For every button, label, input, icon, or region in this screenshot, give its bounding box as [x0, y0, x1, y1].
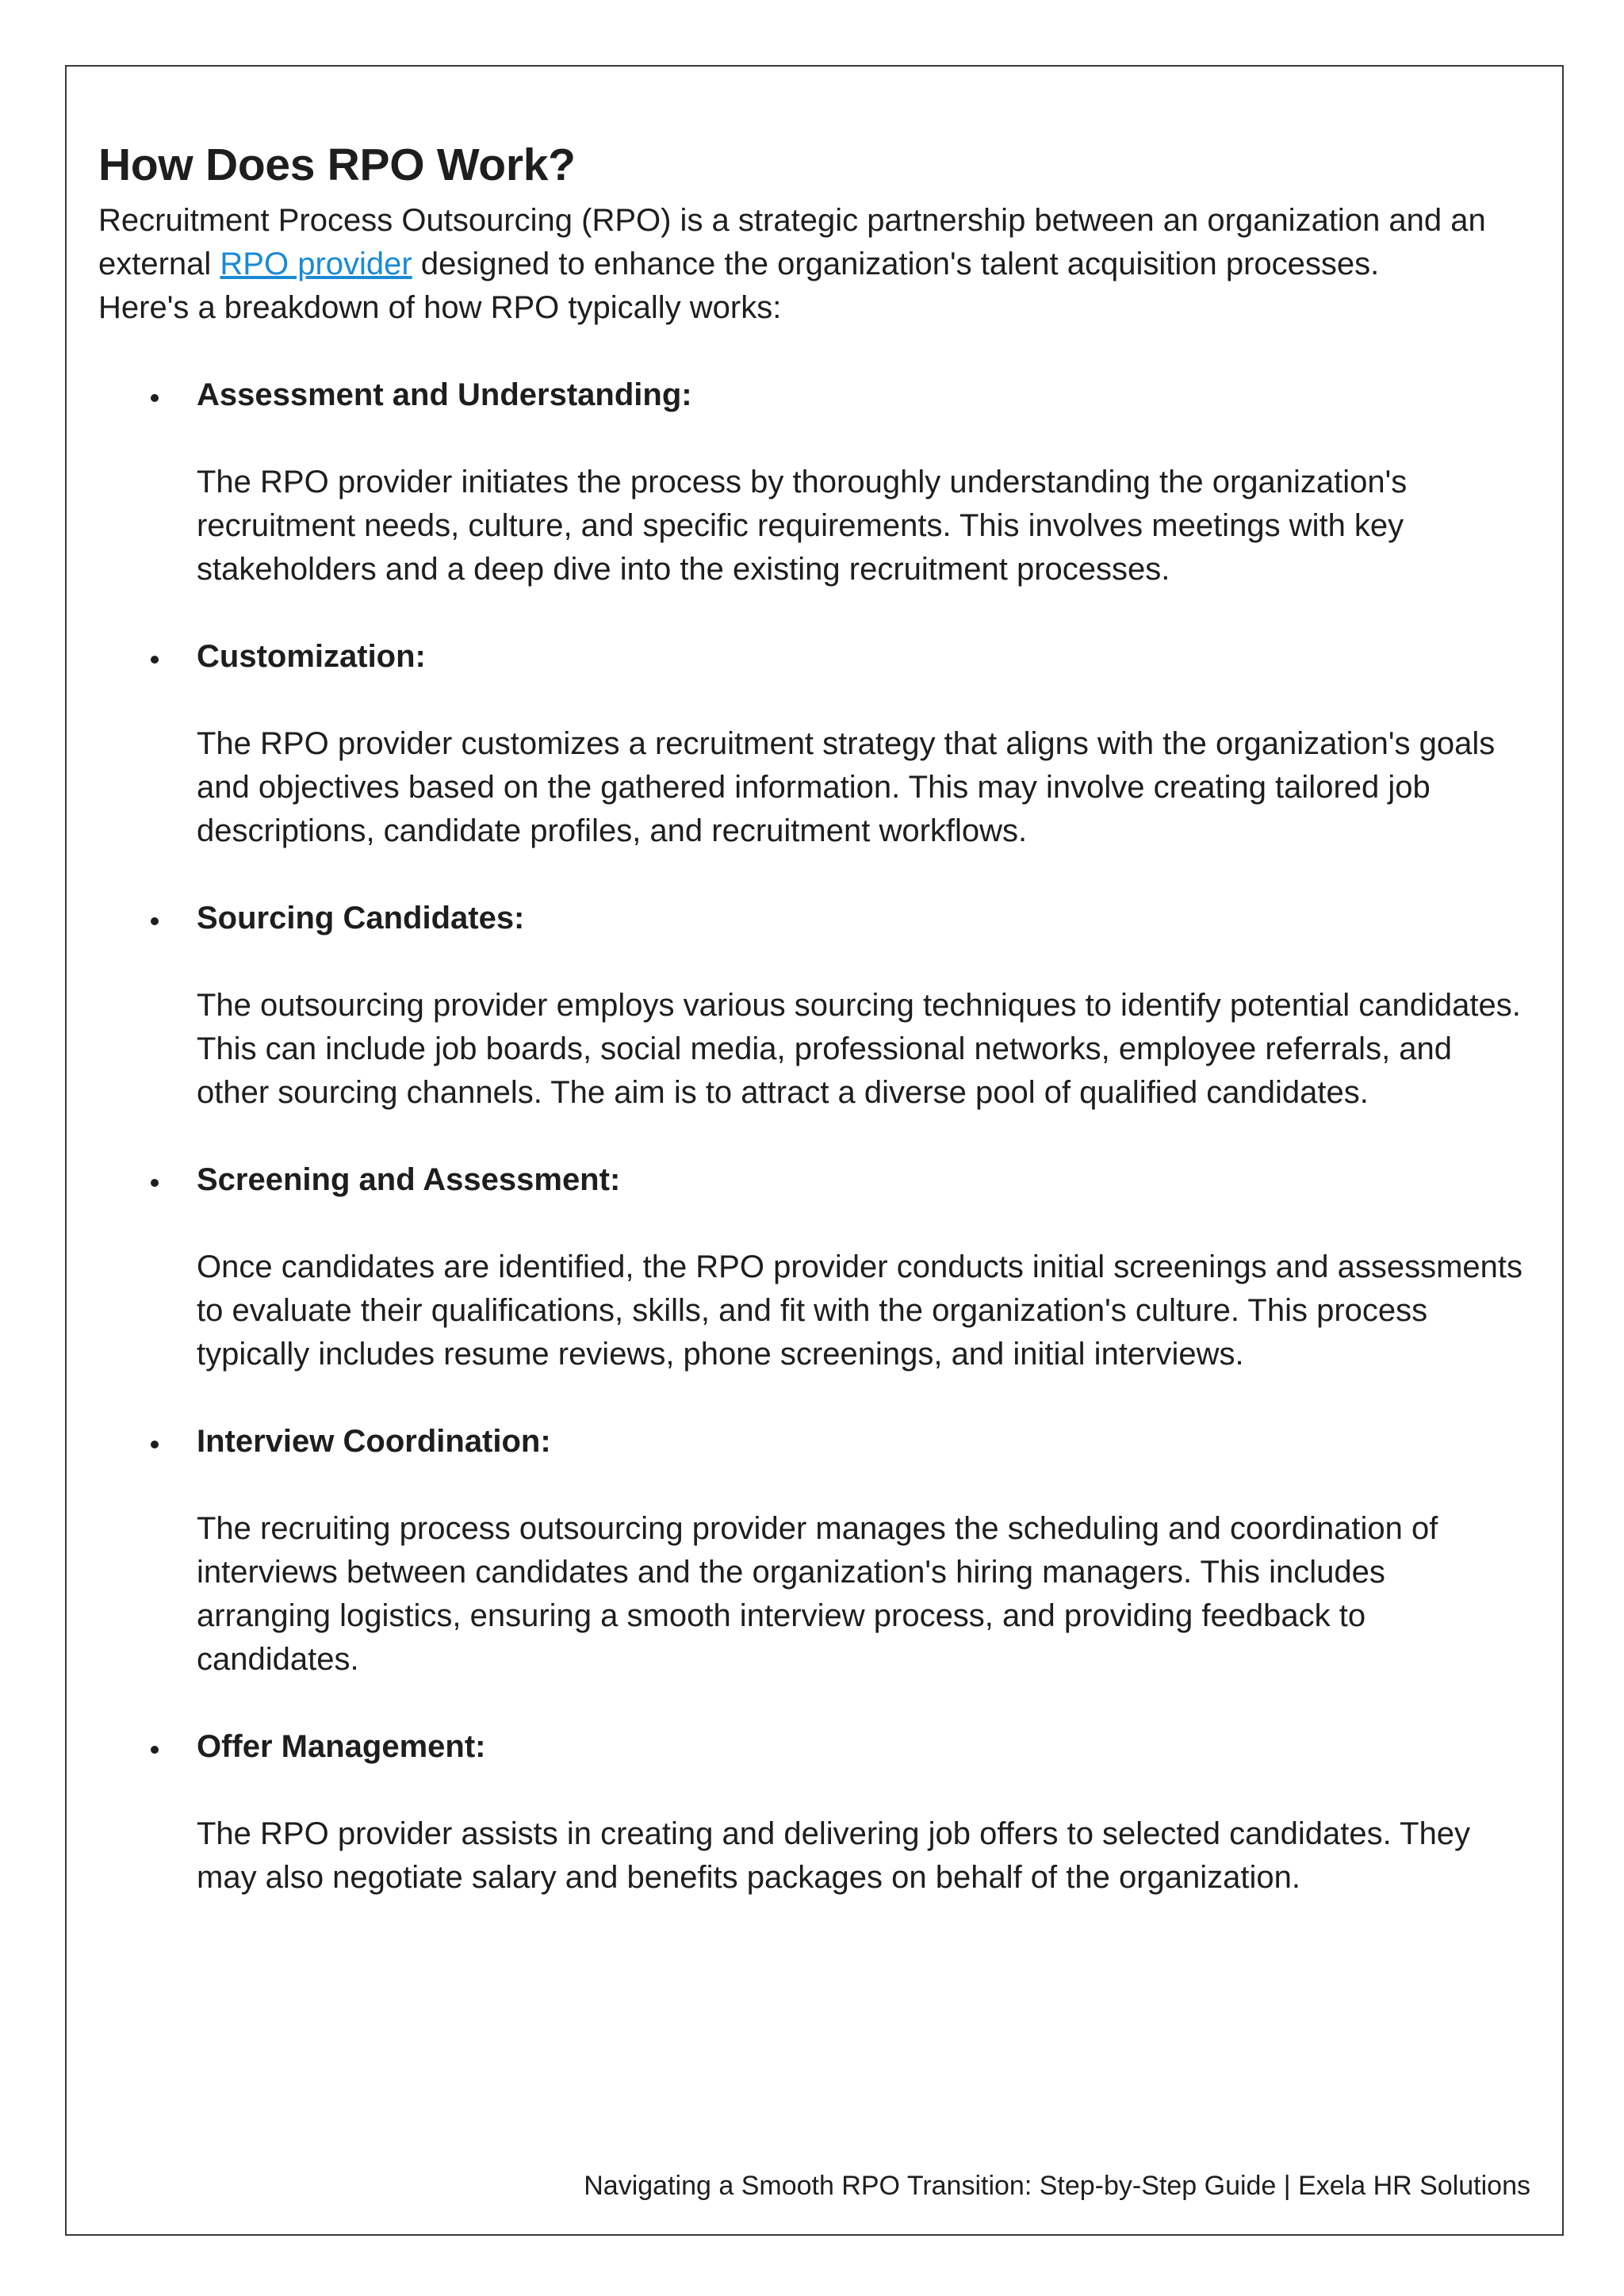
step-description: The RPO provider customizes a recruitment strategy that aligns with the organization's goals and objectives based on the gathered information. This may involve creating tailored job descriptions, candidate profiles, and recruitment workflows.: [197, 726, 1496, 848]
step-description: The outsourcing provider employs various sourcing techniques to identify potential candidates. This can include job boards, social media, professional networks, employee referrals, and other sourcing channels. The aim is to attract a diverse pool of qualified candidates.: [197, 988, 1521, 1110]
list-item: [98, 373, 1526, 591]
rpo-provider-link[interactable]: RPO provider: [220, 247, 412, 281]
step-title: Offer Management:: [197, 1729, 486, 1764]
step-description: The RPO provider assists in creating and delivering job offers to selected candidates. They may also negotiate salary and benefits packages on behalf of the organization.: [197, 1816, 1471, 1895]
step-description: Once candidates are identified, the RPO provider conducts initial screenings and assessments to evaluate their qualifications, skills, and fit with the organization's culture. This process typically includes resume reviews, phone screenings, and initial interviews.: [197, 1249, 1523, 1372]
page-title: How Does RPO Work?: [98, 140, 576, 190]
bullet-icon: [151, 917, 159, 925]
list-item: [98, 897, 1526, 1115]
list-item: [98, 635, 1526, 853]
step-title: Assessment and Understanding:: [197, 377, 692, 412]
list-item: [98, 1158, 1526, 1376]
list-item: [98, 1725, 1526, 1900]
page-footer: Navigating a Smooth RPO Transition: Step-by-Step Guide | Exela HR Solutions: [584, 2171, 1530, 2201]
bullet-icon: [151, 656, 159, 664]
step-description: The recruiting process outsourcing provider manages the scheduling and coordination of interviews between candidates and the organization's hiring managers. This includes arranging logistics, ensuring a smooth interview process, and providing feedback to candidates.: [197, 1511, 1438, 1677]
list-item: [98, 1420, 1526, 1682]
intro-paragraph: [98, 199, 1526, 286]
step-title: Sourcing Candidates:: [197, 901, 525, 936]
bullet-icon: [151, 1179, 159, 1187]
steps-list: [98, 373, 1526, 1900]
bullet-icon: [151, 394, 159, 402]
intro-text-after-link: designed to enhance the organization's talent acquisition processes.: [412, 247, 1380, 281]
bullet-icon: [151, 1746, 159, 1754]
document-content: [98, 131, 1526, 1943]
intro-text-before-link: Recruitment Process Outsourcing (RPO) is a strategic partnership between an organization and an external: [98, 203, 1486, 281]
breakdown-lead: Here's a breakdown of how RPO typically works:: [98, 290, 782, 325]
step-title: Customization:: [197, 639, 426, 674]
step-title: Screening and Assessment:: [197, 1162, 621, 1197]
step-description: The RPO provider initiates the process by thoroughly understanding the organization's recruitment needs, culture, and specific requirements. This involves meetings with key stakeholders and a deep dive into the existing recruitment processes.: [197, 465, 1408, 587]
step-title: Interview Coordination:: [197, 1424, 551, 1459]
bullet-icon: [151, 1441, 159, 1448]
